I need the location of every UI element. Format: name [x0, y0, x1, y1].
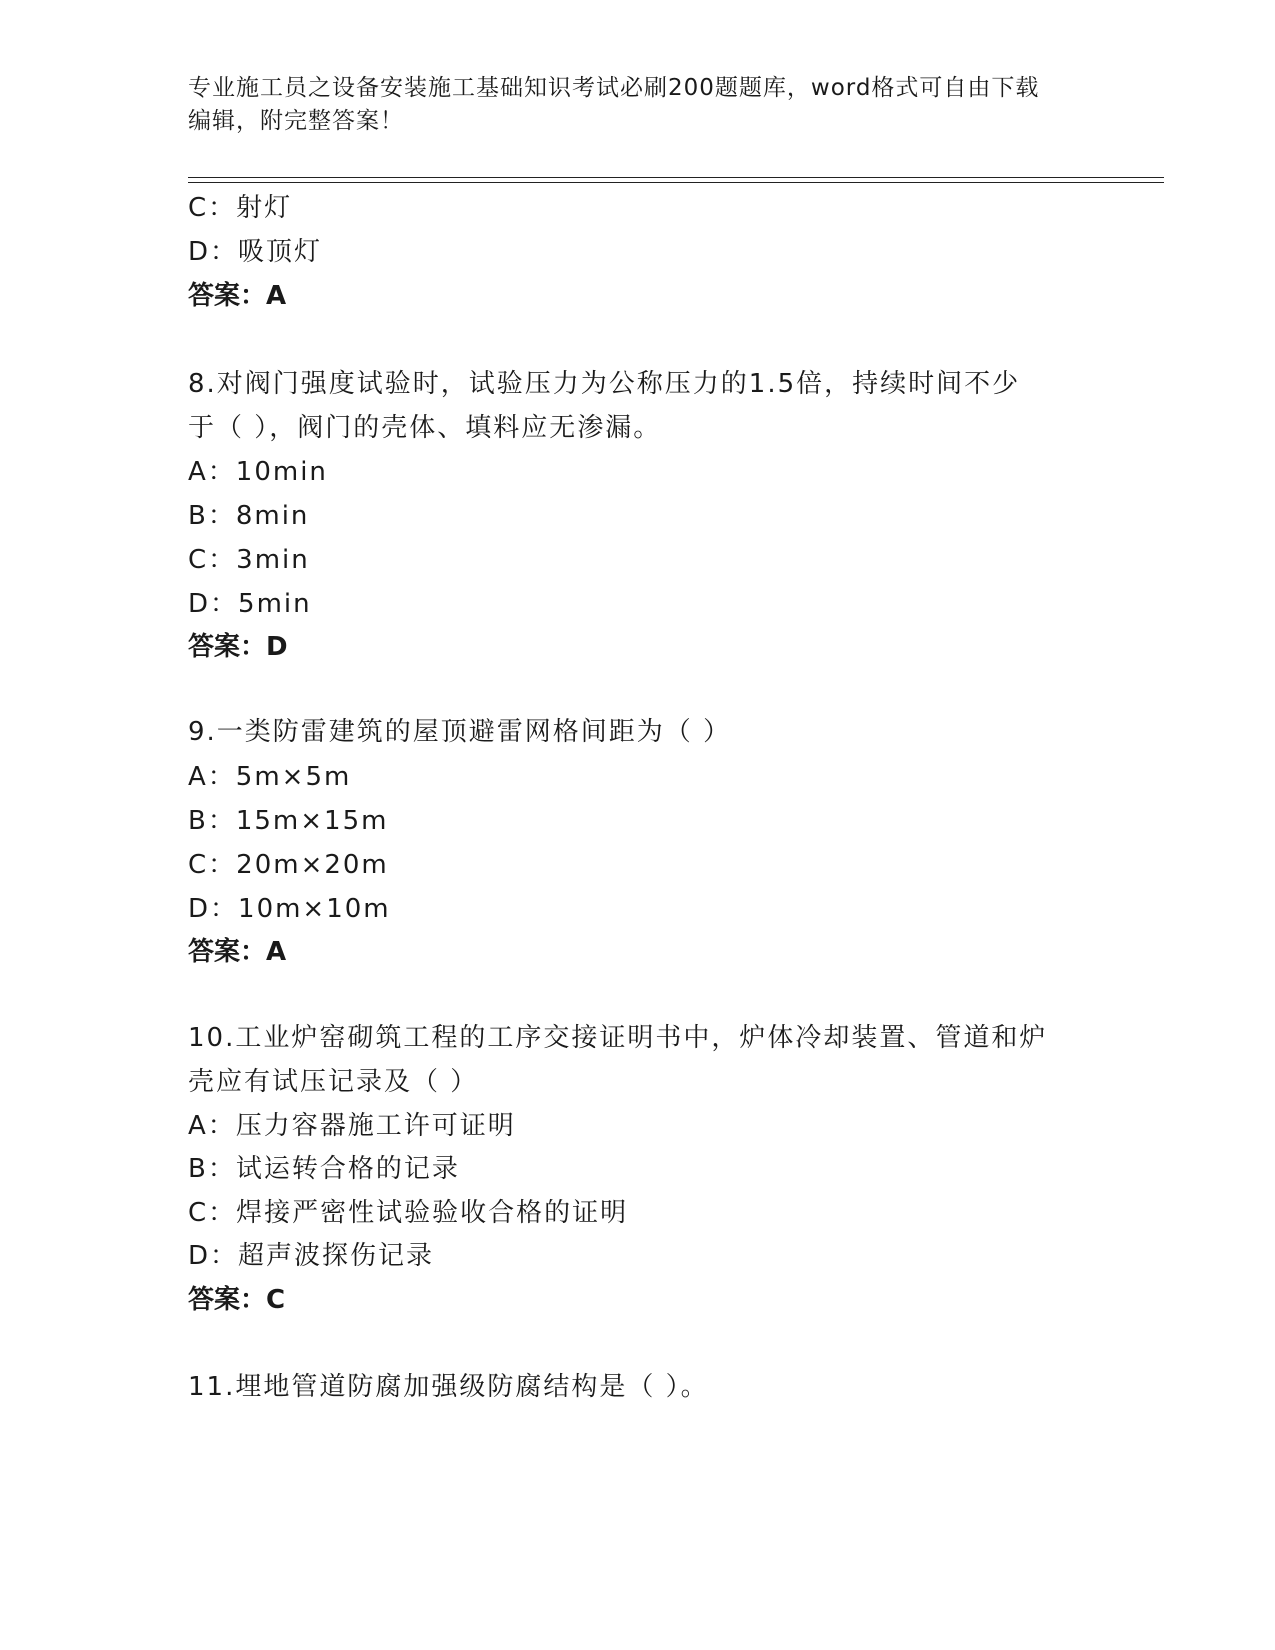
q9-option-b: B：15m×15m: [188, 806, 389, 836]
q9-option-a: A：5m×5m: [188, 762, 352, 792]
q7-option-c: C：射灯: [188, 193, 293, 223]
q8-option-d: D：5min: [188, 589, 312, 619]
q9-option-d: D：10m×10m: [188, 894, 391, 924]
q10-stem-line-2: 壳应有试压记录及（ ）: [188, 1067, 479, 1097]
header-title-line-1: 专业施工员之设备安装施工基础知识考试必刷200题题库，word格式可自由下载: [188, 75, 1040, 101]
q11-stem-line-1: 11.埋地管道防腐加强级防腐结构是（ ）。: [188, 1372, 709, 1402]
header-title-line-2: 编辑，附完整答案！: [188, 108, 404, 134]
q10-option-c: C：焊接严密性试验验收合格的证明: [188, 1198, 629, 1228]
q8-option-c: C：3min: [188, 545, 310, 575]
q10-option-d: D：超声波探伤记录: [188, 1241, 435, 1271]
q8-option-b: B：8min: [188, 501, 310, 531]
header-divider-thin: [188, 182, 1164, 183]
q10-option-b: B：试运转合格的记录: [188, 1154, 460, 1184]
q8-stem-line-1: 8.对阀门强度试验时，试验压力为公称压力的1.5倍，持续时间不少: [188, 369, 1021, 399]
q10-stem-line-1: 10.工业炉窑砌筑工程的工序交接证明书中，炉体冷却装置、管道和炉: [188, 1023, 1048, 1053]
header-divider-thick: [188, 177, 1164, 178]
q10-answer: 答案：C: [188, 1285, 286, 1315]
q7-answer: 答案：A: [188, 281, 287, 311]
q8-stem-line-2: 于（ ），阀门的壳体、填料应无渗漏。: [188, 413, 662, 443]
q7-option-d: D：吸顶灯: [188, 237, 323, 267]
q9-stem-line-1: 9.一类防雷建筑的屋顶避雷网格间距为（ ）: [188, 717, 732, 747]
q9-option-c: C：20m×20m: [188, 850, 389, 880]
q8-answer: 答案：D: [188, 632, 288, 662]
document-header: [188, 72, 1088, 138]
q8-option-a: A：10min: [188, 457, 328, 487]
q10-option-a: A：压力容器施工许可证明: [188, 1111, 516, 1141]
q9-answer: 答案：A: [188, 937, 287, 967]
